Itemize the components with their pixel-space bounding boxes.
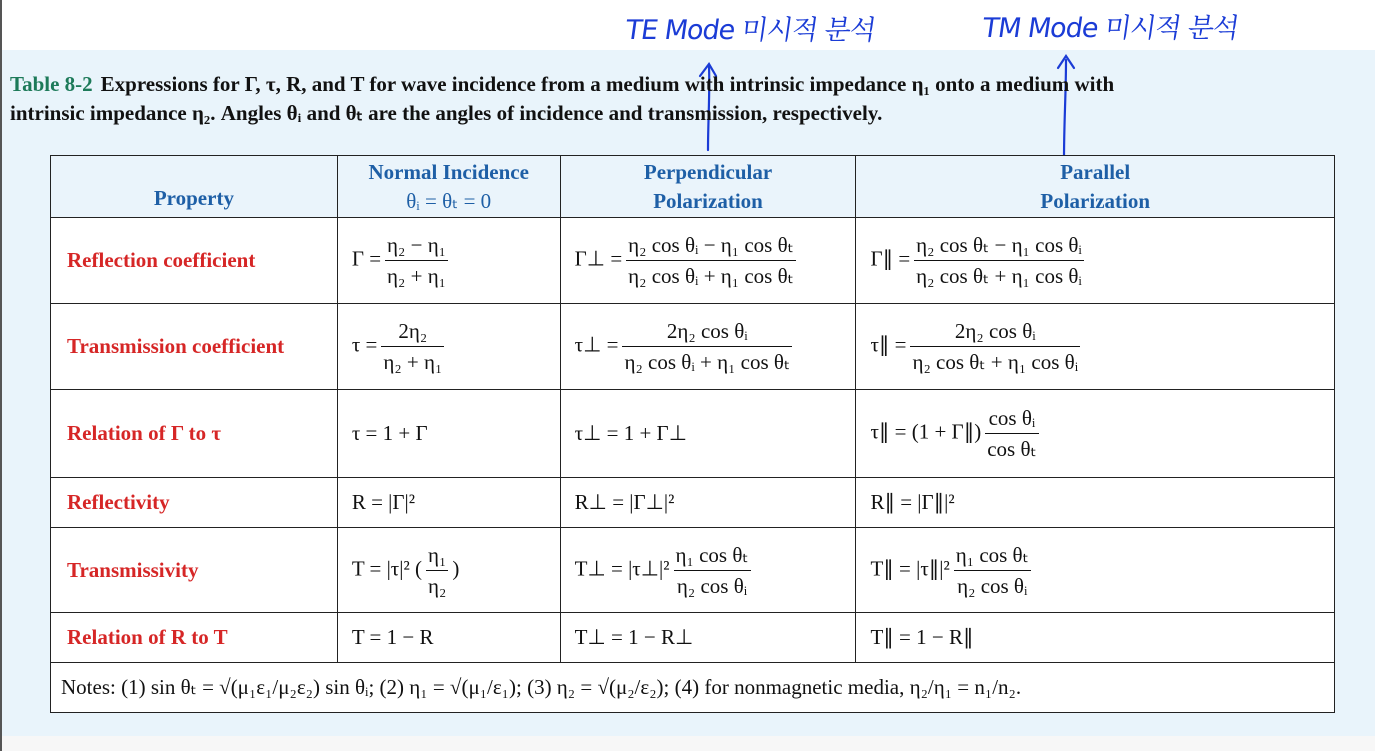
- formula-normal: T = 1 − R: [337, 613, 560, 663]
- header-parallel: [856, 156, 1335, 218]
- table-row: [51, 613, 1335, 663]
- header-normal-incidence: [337, 156, 560, 218]
- row-property: Reflection coefficient: [51, 218, 338, 304]
- table-row: [51, 528, 1335, 613]
- notes-row: [51, 663, 1335, 713]
- row-property: Reflectivity: [51, 478, 338, 528]
- expressions-table: [50, 155, 1335, 713]
- table-caption: [10, 70, 1372, 128]
- formula-perp: Γ⊥ = $\frac{\text{η₂ cos θᵢ − η₁ cos θₜ}}{\text{η₂ cos θᵢ + η₁ cos θₜ}}$: [560, 218, 856, 304]
- header-par-line1: Parallel: [1060, 159, 1131, 184]
- formula-normal: T = |τ|² ( $\frac{\text{η₁}}{\text{η₂}}$ ): [337, 528, 560, 613]
- formula-par: R∥ = |Γ∥|²: [856, 478, 1335, 528]
- caption-text-line1: Expressions for Γ, τ, R, and T for wave incidence from a medium with intrinsic impedance η₁ onto a medium with: [100, 72, 1115, 96]
- header-normal-sub: θᵢ = θₜ = 0: [406, 188, 492, 213]
- header-perp-line1: Perpendicular: [643, 159, 773, 184]
- formula-perp: τ⊥ = 1 + Γ⊥: [560, 390, 856, 478]
- table-row: [51, 304, 1335, 390]
- formula-par: τ∥ = (1 + Γ∥) $\frac{\text{cos θᵢ}}{\text{cos θₜ}}$: [856, 390, 1335, 478]
- annotation-te-mode: TE Mode 미시적 분석: [623, 15, 878, 46]
- formula-normal: Γ = $\frac{\text{η₂ − η₁}}{\text{η₂ + η₁}}$: [337, 218, 560, 304]
- formula-perp: R⊥ = |Γ⊥|²: [560, 478, 856, 528]
- annotation-tm-mode: TM Mode 미시적 분석: [980, 13, 1241, 44]
- table-row: [51, 478, 1335, 528]
- formula-normal: τ = 1 + Γ: [337, 390, 560, 478]
- caption-text-line2: intrinsic impedance η₂. Angles θᵢ and θₜ are the angles of incidence and transmission, respectively.: [10, 101, 883, 125]
- formula-normal: R = |Γ|²: [337, 478, 560, 528]
- header-par-line2: Polarization: [1040, 188, 1151, 213]
- formula-par: Γ∥ = $\frac{\text{η₂ cos θₜ − η₁ cos θᵢ}}{\text{η₂ cos θₜ + η₁ cos θᵢ}}$: [856, 218, 1335, 304]
- header-normal-title: Normal Incidence: [368, 159, 529, 184]
- table-number: Table 8-2: [10, 72, 93, 96]
- row-property: Relation of Γ to τ: [51, 390, 338, 478]
- formula-par: τ∥ = $\frac{\text{2η₂ cos θᵢ}}{\text{η₂ cos θₜ + η₁ cos θᵢ}}$: [856, 304, 1335, 390]
- header-perp-line2: Polarization: [653, 188, 763, 213]
- formula-perp: T⊥ = |τ⊥|² $\frac{\text{η₁ cos θₜ}}{\text{η₂ cos θᵢ}}$: [560, 528, 856, 613]
- notes-text: Notes: (1) sin θₜ = √(μ₁ε₁/μ₂ε₂) sin θᵢ; (2) η₁ = √(μ₁/ε₁); (3) η₂ = √(μ₂/ε₂); (4) for nonmagnetic media, η₂/η₁ = n₁/n₂.: [51, 663, 1335, 713]
- row-property: Transmissivity: [51, 528, 338, 613]
- header-perpendicular: [560, 156, 856, 218]
- header-row: [51, 156, 1335, 218]
- table-row: [51, 390, 1335, 478]
- row-property: Relation of R to T: [51, 613, 338, 663]
- caption-line-1: [10, 70, 1372, 99]
- header-property: Property: [51, 156, 338, 218]
- row-property: Transmission coefficient: [51, 304, 338, 390]
- formula-perp: T⊥ = 1 − R⊥: [560, 613, 856, 663]
- formula-normal: τ = $\frac{\text{2η₂}}{\text{η₂ + η₁}}$: [337, 304, 560, 390]
- formula-perp: τ⊥ = $\frac{\text{2η₂ cos θᵢ}}{\text{η₂ cos θᵢ + η₁ cos θₜ}}$: [560, 304, 856, 390]
- formula-par: T∥ = |τ∥|² $\frac{\text{η₁ cos θₜ}}{\text{η₂ cos θᵢ}}$: [856, 528, 1335, 613]
- bottom-strip: [0, 736, 1375, 751]
- formula-par: T∥ = 1 − R∥: [856, 613, 1335, 663]
- table-row: [51, 218, 1335, 304]
